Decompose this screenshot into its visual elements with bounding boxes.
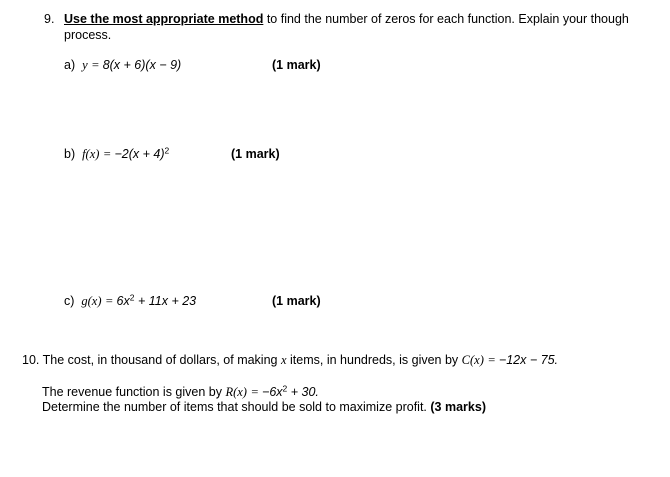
q9-instruction-line2: process. (64, 28, 112, 42)
q9c-label: c) (64, 294, 75, 308)
q10-line1-mid: items, in hundreds, is given by (290, 353, 459, 367)
q9b-rhs: −2(x + 4) (114, 147, 165, 161)
q10-line3-text: Determine the number of items that should be sold to maximize profit. (42, 400, 427, 414)
q9c-lhs: g(x) (81, 294, 102, 308)
q10-number: 10. (22, 353, 40, 367)
q9a-rhs: 8(x + 6)(x − 9) (102, 58, 182, 72)
q9c-marks: (1 mark) (272, 294, 321, 308)
q10-rev-rhs-a: −6x (262, 385, 283, 399)
q10-line3 (42, 400, 486, 414)
q10-cost-lhs: C(x) (461, 353, 484, 367)
q10-line3-marks: (3 marks) (430, 400, 486, 414)
q9c-rhs-b: + 11x + 23 (137, 294, 197, 308)
q9a-lhs: y (82, 58, 88, 72)
q9b-lhs: f(x) (82, 147, 100, 161)
q9b-exponent: 2 (164, 145, 170, 156)
q9a-marks: (1 mark) (272, 58, 321, 72)
q9-instruction-bold: Use the most appropriate method (64, 12, 264, 26)
q9c: c) $g(x) = 6x^2 + 11x + 23$ (64, 292, 197, 308)
q10-line1-text: The cost, in thousand of dollars, of making (42, 353, 278, 367)
q9b-label: b) (64, 147, 76, 161)
q10-rev-lhs: R(x) (225, 385, 247, 399)
q9c-rhs-a: 6x (116, 294, 130, 308)
q9a-label: a) (64, 58, 76, 72)
q9b: b) $f(x) = -2(x + 4)^2$ (64, 145, 170, 161)
q10-rev-exponent: 2 (282, 383, 288, 394)
q10-line1-var: x (280, 353, 287, 367)
q10-cost-rhs: −12x − 75. (498, 353, 558, 367)
q10-line2: The revenue function is given by $R(x) = -6x^2 + 30$. (42, 383, 319, 399)
q9-instruction-rest: to find the number of zeros for each function. Explain your though (266, 12, 629, 26)
q9-number: 9. (44, 12, 55, 26)
q10-line1: 10. The cost, in thousand of dollars, of making x items, in hundreds, is given by C(x) = −12x − 75. (22, 353, 558, 367)
q9a: a) y = 8(x + 6)(x − 9) (64, 58, 182, 72)
q10-rev-rhs-b: + 30. (290, 385, 319, 399)
q9b-marks: (1 mark) (231, 147, 280, 161)
q9-instruction (64, 12, 629, 26)
q9c-exponent: 2 (129, 292, 135, 303)
q10-line2-text: The revenue function is given by (42, 385, 222, 399)
